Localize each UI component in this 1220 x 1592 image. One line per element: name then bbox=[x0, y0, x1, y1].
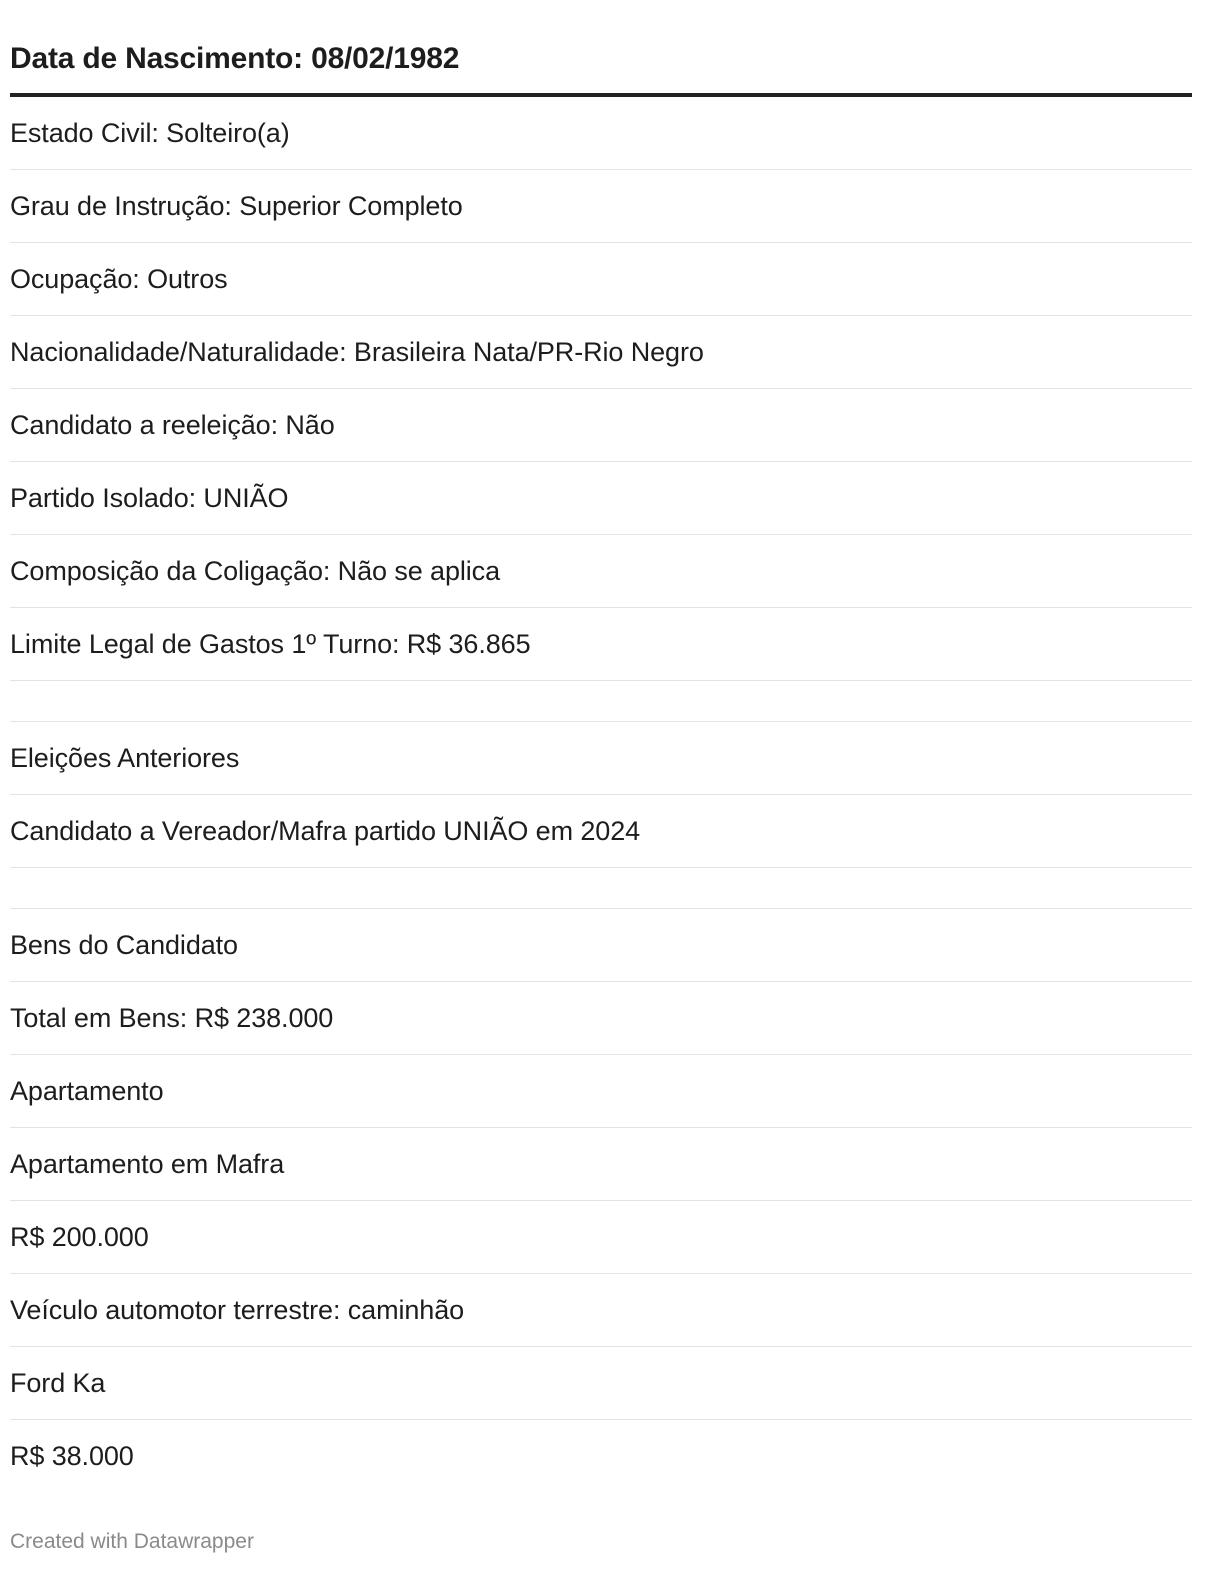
table-row-coalition: Composição da Coligação: Não se aplica bbox=[10, 535, 1192, 608]
table-row-previous-election: Candidato a Vereador/Mafra partido UNIÃO em 2024 bbox=[10, 795, 1192, 868]
table-row-previous-elections-heading: Eleições Anteriores bbox=[10, 722, 1192, 795]
data-table bbox=[10, 25, 1192, 1493]
table-row-reelection: Candidato a reeleição: Não bbox=[10, 389, 1192, 462]
table-row-empty bbox=[10, 868, 1192, 909]
table-row-party: Partido Isolado: UNIÃO bbox=[10, 462, 1192, 535]
table-row-marital-status: Estado Civil: Solteiro(a) bbox=[10, 97, 1192, 170]
table-row-assets-heading: Bens do Candidato bbox=[10, 909, 1192, 982]
table-row-empty bbox=[10, 681, 1192, 722]
table-row-spending-limit: Limite Legal de Gastos 1º Turno: R$ 36.865 bbox=[10, 608, 1192, 681]
table-row-asset-description: Apartamento em Mafra bbox=[10, 1128, 1192, 1201]
table-row-asset-value: R$ 38.000 bbox=[10, 1441, 134, 1471]
table-row-asset-value: R$ 200.000 bbox=[10, 1201, 1192, 1274]
table-row-asset-type: Apartamento bbox=[10, 1055, 1192, 1128]
table-header: Data de Nascimento: 08/02/1982 bbox=[10, 25, 1192, 97]
datawrapper-credit: Created with Datawrapper bbox=[10, 1530, 254, 1553]
table-row-education: Grau de Instrução: Superior Completo bbox=[10, 170, 1192, 243]
table-row-nationality: Nacionalidade/Naturalidade: Brasileira Nata/PR-Rio Negro bbox=[10, 316, 1192, 389]
table-row-total-assets: Total em Bens: R$ 238.000 bbox=[10, 982, 1192, 1055]
table-row-asset-type: Veículo automotor terrestre: caminhão bbox=[10, 1274, 1192, 1347]
table-row-asset-description: Ford Ka bbox=[10, 1347, 1192, 1420]
table-row-occupation: Ocupação: Outros bbox=[10, 243, 1192, 316]
